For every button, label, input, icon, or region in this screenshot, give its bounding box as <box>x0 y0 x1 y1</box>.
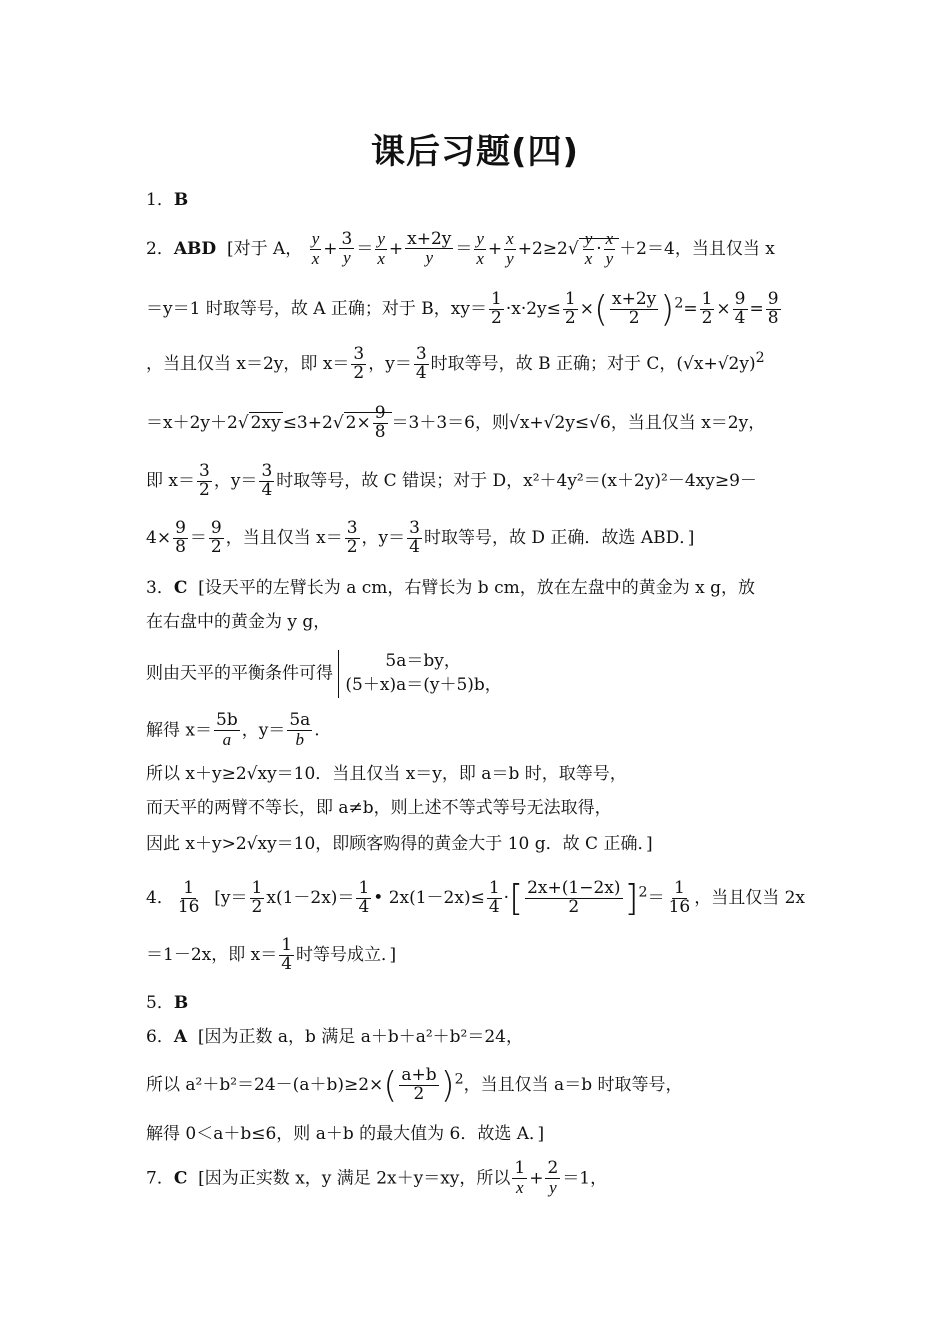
text: ＋2＝4，当且仅当 x <box>619 238 775 259</box>
text: 即 x＝ <box>146 470 195 491</box>
question-number: 4． <box>146 888 174 909</box>
text: [对于 A， <box>226 238 303 259</box>
question-6-line-3 <box>146 1124 810 1144</box>
question-6 <box>146 1027 810 1047</box>
text: ，当且仅当 a＝b 时取等号， <box>463 1075 683 1096</box>
text: x(1－2x)＝ <box>266 888 355 909</box>
question-7: 7．C [因为正实数 x，y 满足 2x＋y＝xy，所以 $\frac{1}{x}$ + $\frac{2}{y}$ ＝1， <box>146 1158 608 1197</box>
answer: $\frac{1}{16}$ <box>177 878 200 918</box>
text: ＝1， <box>562 1168 608 1189</box>
text: 所以 x＋y≥2√xy＝10．当且仅当 x＝y，即 a＝b 时，取等号， <box>146 764 627 784</box>
question-4-line-2: ＝1－2x，即 x＝ $\frac{1}{4}$ 时等号成立．] <box>146 935 397 974</box>
answer: B <box>173 190 189 210</box>
question-3-line-4: 解得 x＝ $\frac{5b}{a}$ ，y＝ $\frac{5a}{b}$ . <box>146 710 320 749</box>
question-2-line-3: ，当且仅当 x＝2y，即 x＝ $\frac{3}{2}$ ，y＝ $\frac{3}{4}$ 时取等号，故 B 正确；对于 C，$(√x+√2y)^2$ <box>146 344 765 383</box>
text: 解得 0＜a＋b≤6，则 a＋b 的最大值为 6．故选 A．] <box>146 1124 545 1144</box>
answer: B <box>173 993 189 1013</box>
question-number: 5． <box>146 993 174 1013</box>
answer: C <box>173 1168 188 1189</box>
question-number: 3． <box>146 578 174 598</box>
text: 4× <box>146 527 172 548</box>
text: • 2x(1－2x)≤ <box>373 888 485 909</box>
question-2-line-6: 4× $\frac{9}{8}$ ＝ $\frac{9}{2}$ ，当且仅当 x＝ $\frac{3}{2}$ ，y＝ $\frac{3}{4}$ 时取等号，故 D 正确．故选 ABD．] <box>146 518 695 557</box>
fraction: $\frac{y}{x}$ <box>311 229 320 268</box>
fraction: $\frac{y}{x}$ <box>476 229 484 268</box>
fraction: $\frac{x}{y}$ <box>506 229 514 268</box>
text: ＝3＋3＝6，则 <box>391 412 509 433</box>
text: [y＝ <box>214 888 248 909</box>
text: 时取等号，故 C 错误；对于 D，x²＋4y²＝(x＋2y)²－4xy≥9－ <box>276 470 757 491</box>
text: [因为正实数 x，y 满足 2x＋y＝xy，所以 <box>198 1168 511 1189</box>
page-title: 课后习题(四) <box>370 132 580 172</box>
text: 所以 a²＋b²＝24－(a＋b)≥2× <box>146 1075 384 1096</box>
text: 因此 x＋y>2√xy＝10，即顾客购得的黄金大于 10 g．故 C 正确．] <box>146 834 653 854</box>
fraction: $\frac{3}{y}$ <box>341 228 353 268</box>
question-number: 2． <box>146 238 174 259</box>
text: ＝1－2x，即 x＝ <box>146 944 278 965</box>
question-2: 2．ABD [对于 A， $\frac{y}{x}$ + $\frac{3}{y}$ ＝ $\frac{y}{x}$ + $\frac{x+2y}{y}$ ＝ $\frac{y}{x}$ + $\frac{x}{y}$ +2≥2√ $\frac{y}{x}$ · $\frac{x}{y}$ ＋2＝4，当且仅当 x <box>146 228 775 268</box>
text: ，当且仅当 2x <box>694 888 806 909</box>
question-1 <box>146 190 810 210</box>
fraction: $\frac{y}{x}$ <box>377 229 385 268</box>
answer: C <box>173 578 188 598</box>
question-number: 1． <box>146 190 174 210</box>
question-number: 7． <box>146 1168 174 1189</box>
text: ＝y＝1 时取等号，故 A 正确；对于 B，xy＝ <box>146 299 487 320</box>
question-2-line-2: ＝y＝1 时取等号，故 A 正确；对于 B，xy＝ $\frac{1}{2}$ ·x·2y≤ $\frac{1}{2}$ ×( $\frac{x+2y}{2}$ )$^2$= $\frac{1}{2}$ × $\frac{9}{4}$ = $\frac{9}{8}$ <box>146 289 779 330</box>
question-3-line-6 <box>146 798 810 818</box>
answer: ABD <box>173 238 217 259</box>
text: [设天平的左臂长为 a cm，右臂长为 b cm，放在左盘中的黄金为 x g，放 <box>198 578 755 598</box>
question-2-line-4: ＝x＋2y＋2√ 2xy ≤3+2√ 2× $\frac{9}{8}$ ＝3＋3＝6，则√x+√2y≤√6，当且仅当 x＝2y， <box>146 403 766 442</box>
fraction: $\frac{x+2y}{y}$ <box>407 228 452 268</box>
question-4: 4． $\frac{1}{16}$ [y＝ $\frac{1}{2}$ x(1－2x)＝ $\frac{1}{4}$ • 2x(1－2x)≤ $\frac{1}{4}$ ·[ $\frac{2x+(1-2x)}{2}$ ]$^2$＝ $\frac{1}{16}$ ，当且仅当 2x <box>146 878 806 919</box>
question-3-line-5 <box>146 764 810 784</box>
question-6-line-2: 所以 a²＋b²＝24－(a＋b)≥2×( $\frac{a+b}{2}$ )$^2$，当且仅当 a＝b 时取等号， <box>146 1065 683 1106</box>
text: 时取等号，故 B 正确；对于 C， <box>430 353 677 374</box>
text: 则由天平的平衡条件可得 <box>146 663 333 684</box>
question-3-line-3 <box>146 650 810 698</box>
text: 解得 x＝ <box>146 720 212 741</box>
question-number: 6． <box>146 1027 174 1047</box>
text: 而天平的两臂不等长，即 a≠b，则上述不等式等号无法取得， <box>146 798 612 818</box>
text: ＝x＋2y＋2 <box>146 412 238 433</box>
question-3-line-2 <box>146 612 810 632</box>
question-3-line-7 <box>146 834 810 854</box>
text: ，当且仅当 x＝2y， <box>610 412 766 433</box>
question-2-line-5: 即 x＝ $\frac{3}{2}$ ，y＝ $\frac{3}{4}$ 时取等号，故 C 错误；对于 D，x²＋4y²＝(x＋2y)²－4xy≥9－ <box>146 461 757 500</box>
question-3 <box>146 578 810 598</box>
text: [因为正数 a，b 满足 a＋b＋a²＋b²＝24， <box>197 1027 524 1047</box>
text: 在右盘中的黄金为 y g， <box>146 612 331 632</box>
text: 时取等号，故 D 正确．故选 ABD．] <box>423 527 695 548</box>
equation-system: 5a＝by， (5＋x)a＝(y＋5)b， <box>338 650 501 698</box>
text: 时等号成立．] <box>296 944 397 965</box>
text: ，当且仅当 x＝ <box>225 527 343 548</box>
text: ，当且仅当 x＝2y，即 x＝ <box>146 353 350 374</box>
question-5 <box>146 993 810 1013</box>
answer: A <box>173 1027 188 1047</box>
